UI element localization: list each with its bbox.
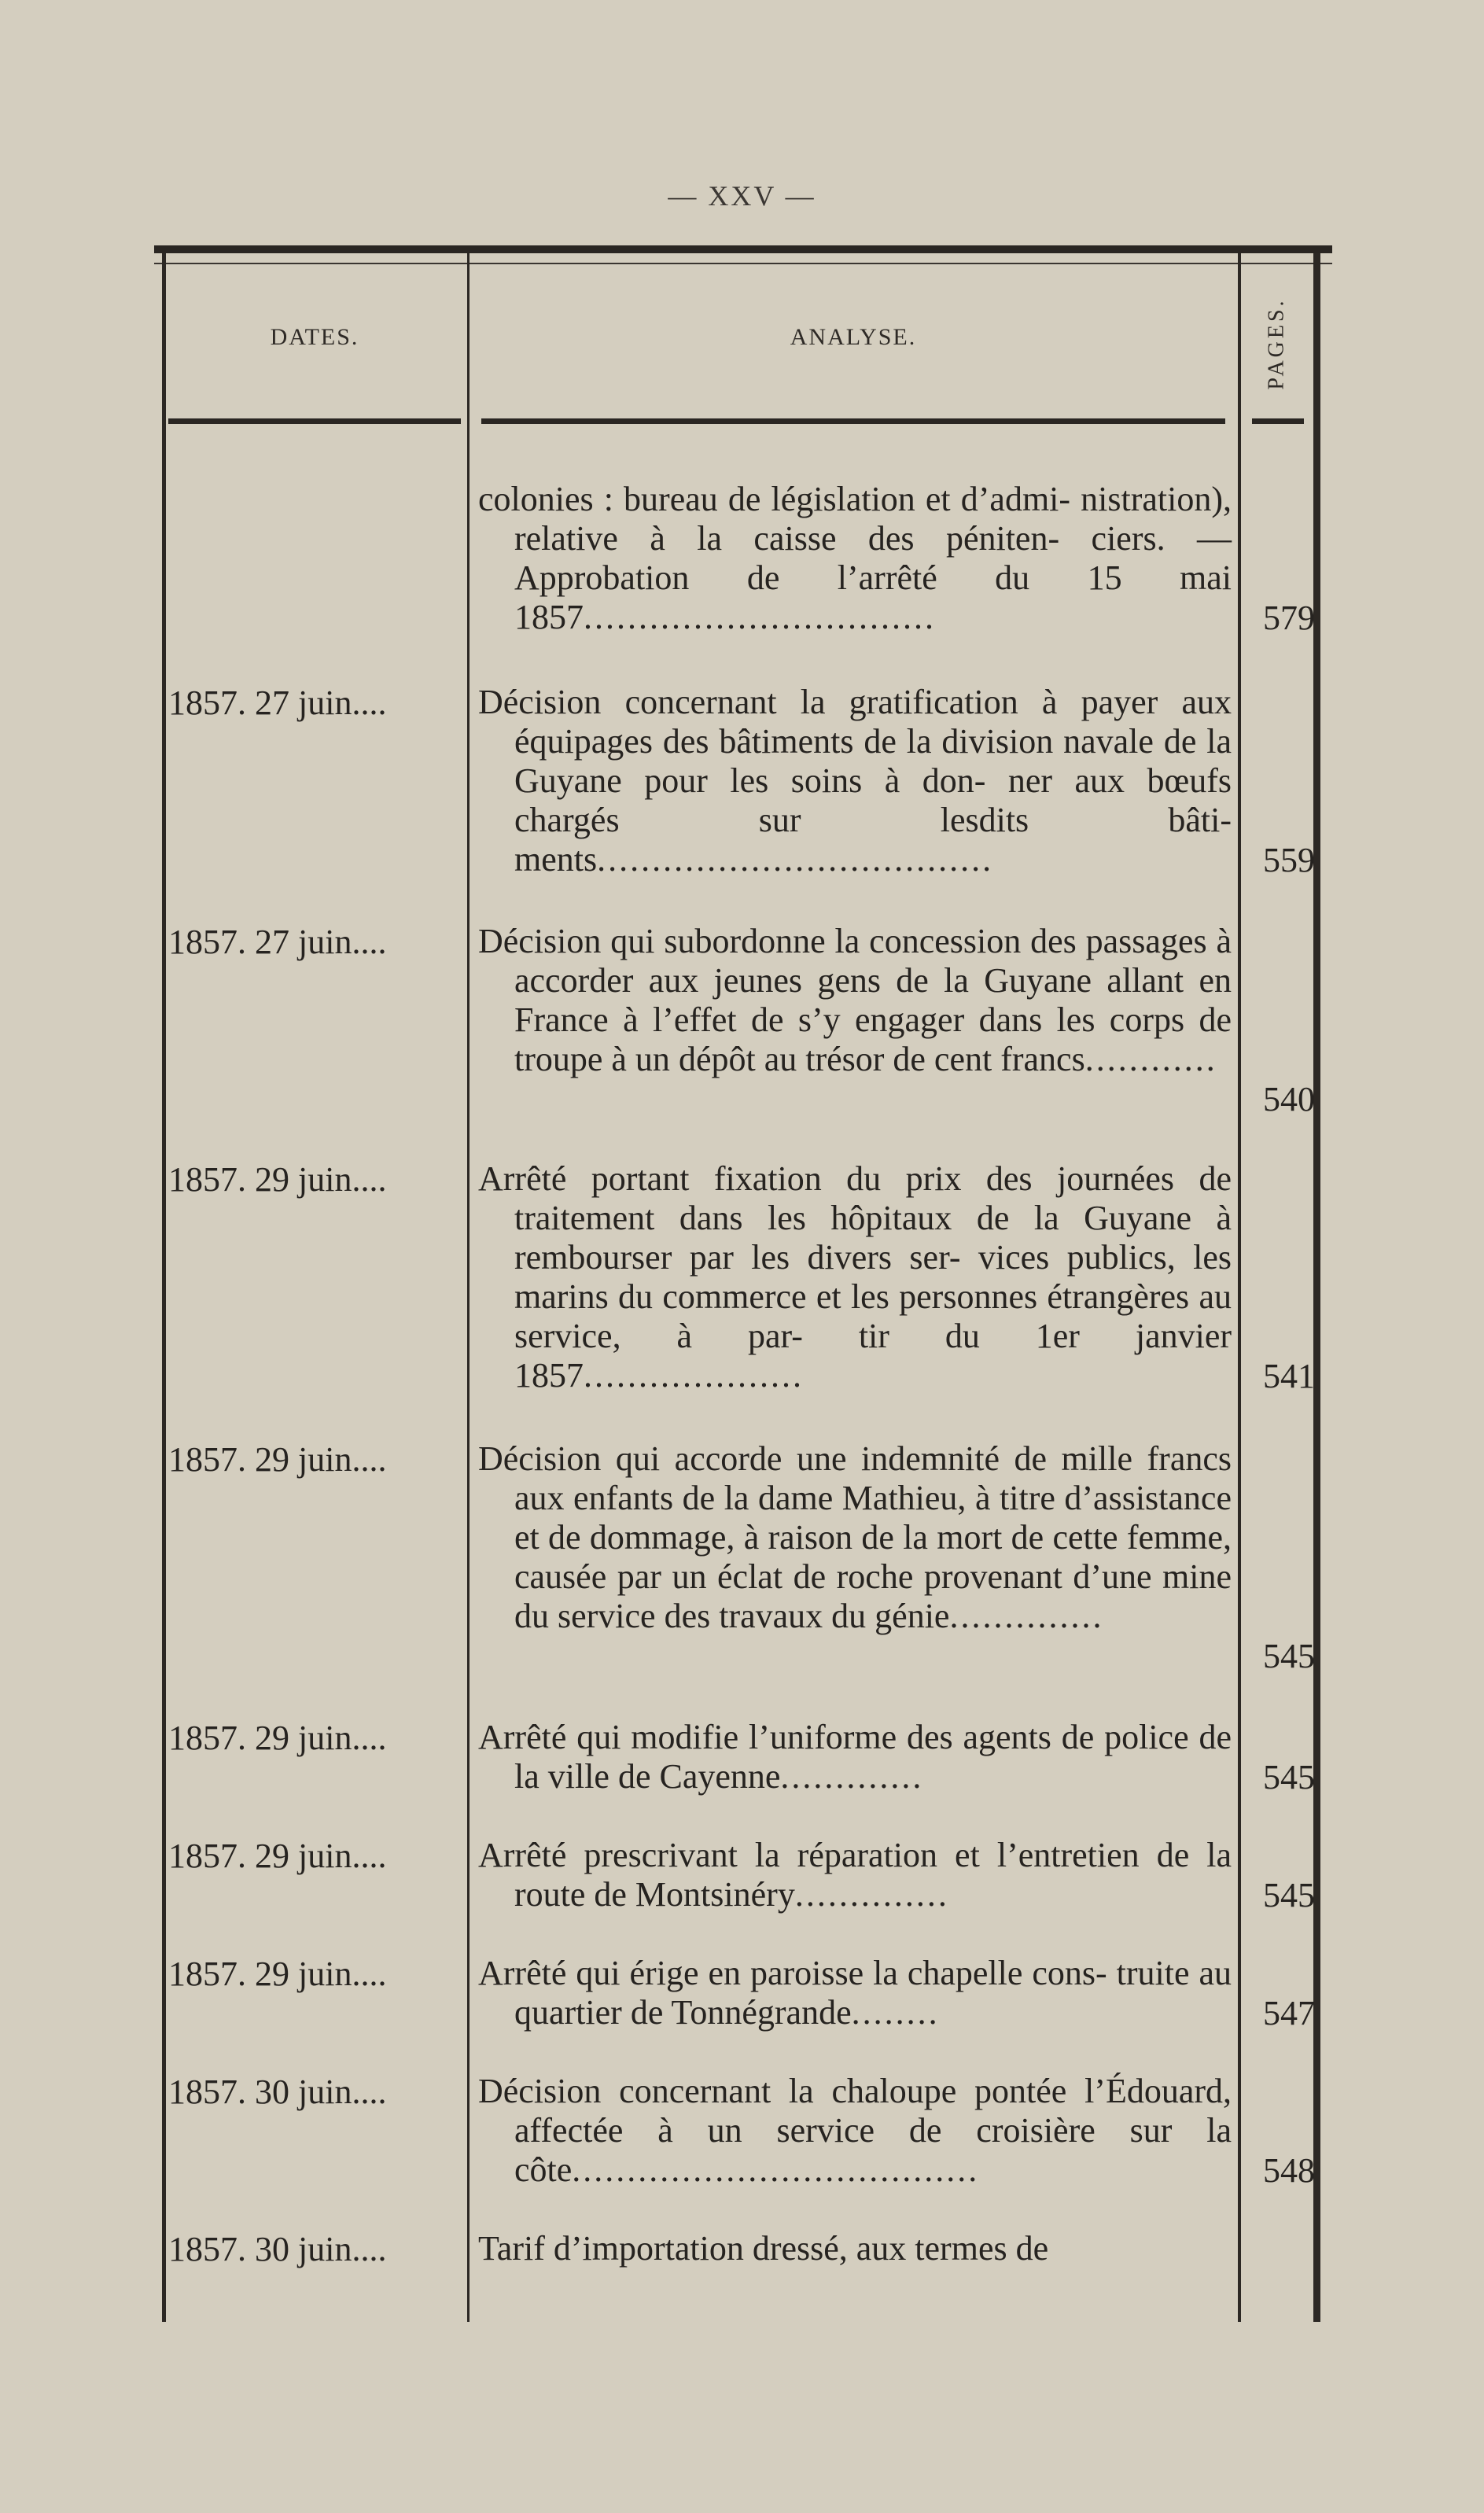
page-number: — XXV — — [668, 180, 816, 212]
entry-date: 1857. 27 juin.... — [168, 684, 387, 722]
page-reference: 548 — [1263, 2151, 1315, 2190]
table-top-thin-rule — [154, 263, 1332, 264]
page-reference: 579 — [1263, 599, 1315, 637]
index-table — [154, 245, 1332, 2322]
entry-date: 1857. 29 juin.... — [168, 1160, 387, 1199]
entry-date: 1857. 29 juin.... — [168, 1955, 387, 1993]
page-reference: 545 — [1263, 1876, 1315, 1914]
analysis-text: Décision concernant la gratification à payer aux équipages des bâtiments de la division navale de la Guyane pour les soins à don- ner aux bœufs chargés sur lesdits bâti- ments.................................... — [478, 683, 1232, 879]
page-reference: 541 — [1263, 1357, 1315, 1395]
analysis-text: Arrêté prescrivant la réparation et l’entretien de la route de Montsinéry.............. — [478, 1836, 1232, 1914]
entry-date: 1857. 30 juin.... — [168, 2073, 387, 2111]
analysis-text: Décision qui accorde une indemnité de mille francs aux enfants de la dame Mathieu, à titre d’assistance et de dommage, à raison de la mort de cette femme, causée par un éclat de roche provenant d’une mine du service des travaux du génie.............. — [478, 1439, 1232, 1635]
table-top-rule — [154, 245, 1332, 253]
analysis-text: Arrêté portant fixation du prix des journées de traitement dans les hôpitaux de la Guyane à rembourser par les divers ser- vices publics, les marins du commerce et les personnes étrangères au service, à par- tir du 1er janvier 1857.................... — [478, 1159, 1232, 1395]
header-rule-pages — [1252, 418, 1304, 424]
column-divider-analyse — [1238, 253, 1241, 2322]
analysis-text: colonies : bureau de législation et d’admi- nistration), relative à la caisse des péniten- ciers. — Approbation de l’arrêté du 15 mai 1857................................ — [478, 480, 1232, 636]
entry-date: 1857. 29 juin.... — [168, 1837, 387, 1875]
entry-date: 1857. 30 juin.... — [168, 2230, 387, 2268]
analysis-text: Arrêté qui modifie l’uniforme des agents de police de la ville de Cayenne............. — [478, 1718, 1232, 1796]
column-divider-dates — [467, 253, 470, 2322]
column-header-dates: DATES. — [270, 324, 359, 350]
entry-date: 1857. 29 juin.... — [168, 1719, 387, 1757]
page-reference: 547 — [1263, 1994, 1315, 2032]
column-header-analyse: ANALYSE. — [790, 324, 917, 350]
entry-date: 1857. 27 juin.... — [168, 923, 387, 961]
header-rule-analyse — [481, 418, 1225, 424]
analysis-text: Arrêté qui érige en paroisse la chapelle cons- truite au quartier de Tonnégrande........ — [478, 1954, 1232, 2032]
column-header-pages: PAGES. — [1265, 297, 1289, 390]
page-reference: 545 — [1263, 1758, 1315, 1796]
page-reference: 540 — [1263, 1080, 1315, 1118]
page-reference: 559 — [1263, 841, 1315, 879]
analysis-text: Décision concernant la chaloupe pontée l’Édouard, affectée à un service de croisière sur la côte..................................... — [478, 2072, 1232, 2189]
page-reference: 545 — [1263, 1637, 1315, 1675]
header-rule-dates — [168, 418, 461, 424]
column-divider-left — [162, 253, 166, 2322]
entry-date: 1857. 29 juin.... — [168, 1440, 387, 1479]
analysis-text: Décision qui subordonne la concession des passages à accorder aux jeunes gens de la Guyane allant en France à l’effet de s’y engager dans les corps de troupe à un dépôt au trésor de cent francs............ — [478, 922, 1232, 1078]
analysis-text: Tarif d’importation dressé, aux termes de — [478, 2229, 1049, 2268]
